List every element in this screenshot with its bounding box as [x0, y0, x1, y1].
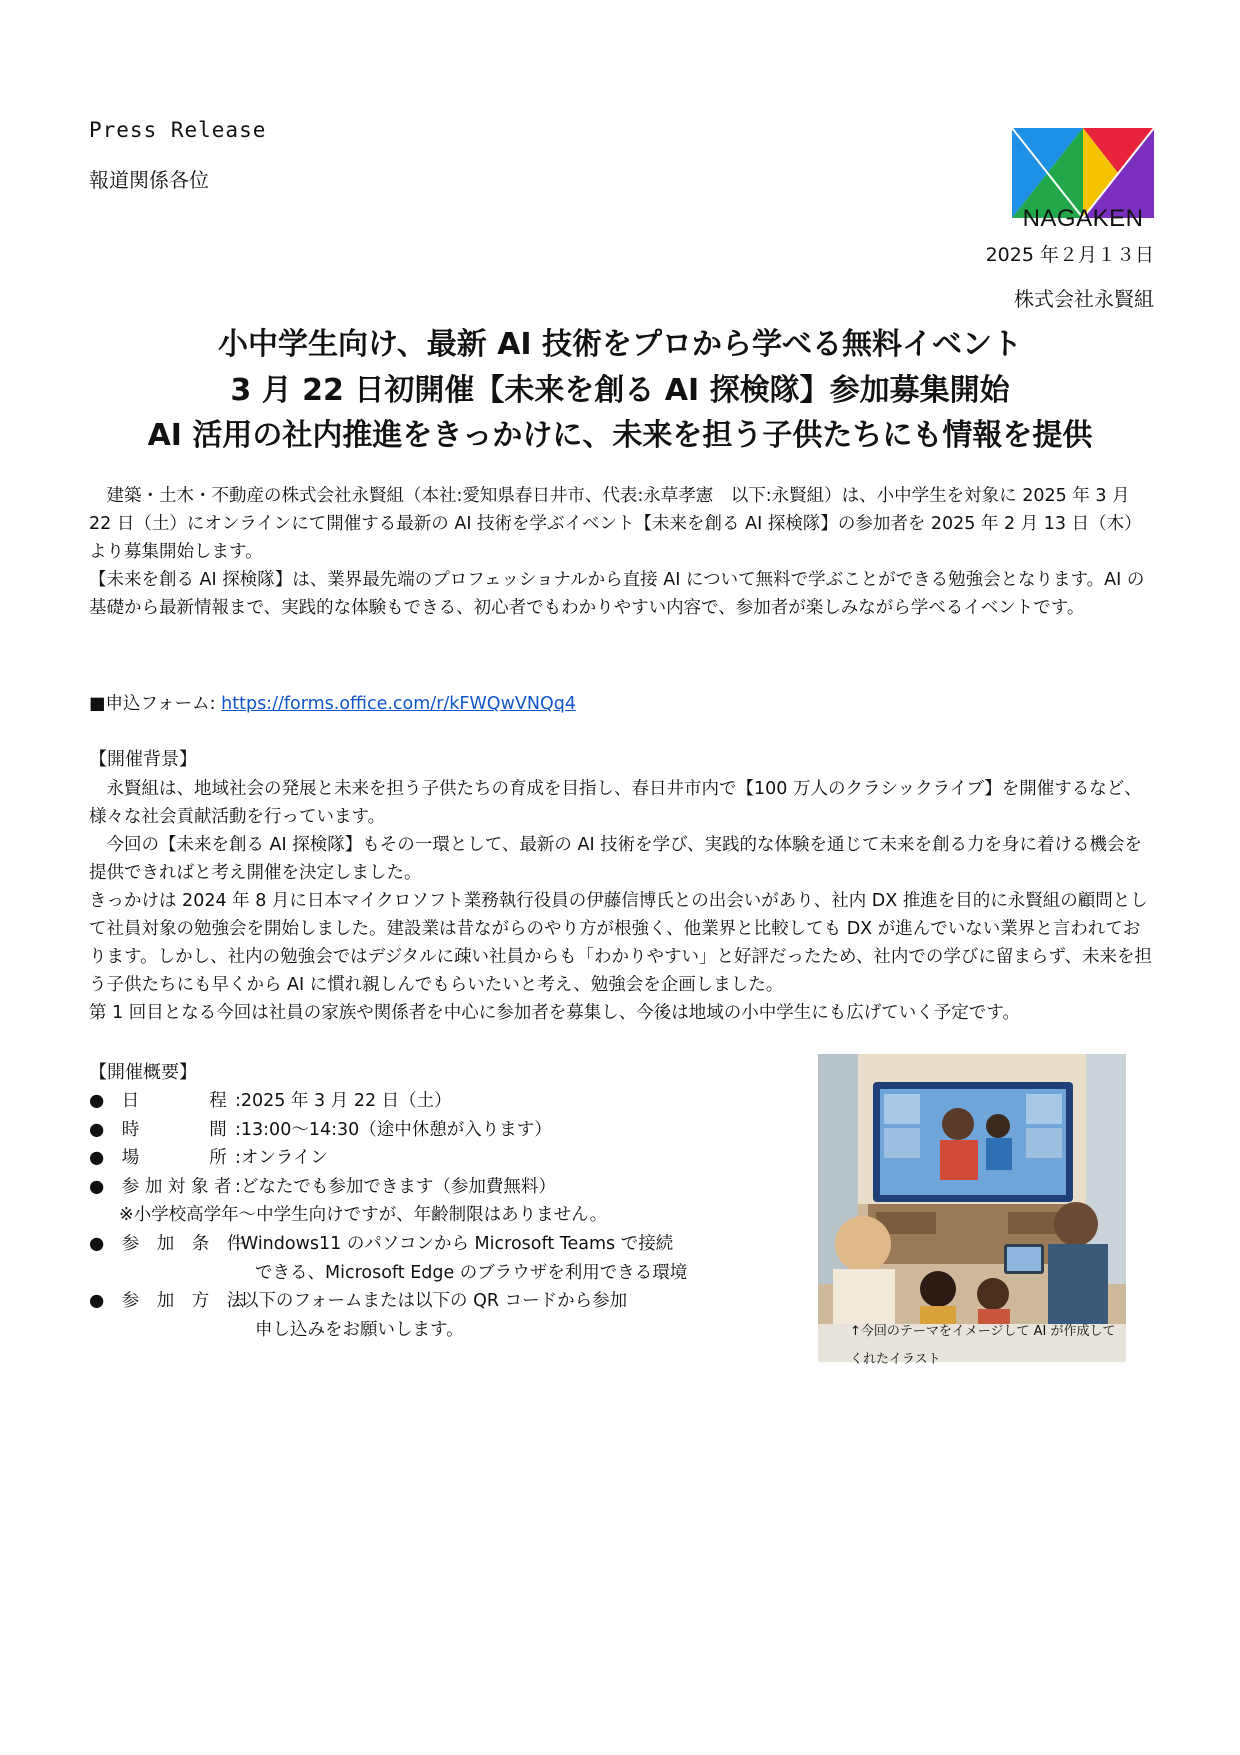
- headline-line-3: AI 活用の社内推進をきっかけに、未来を担う子供たちにも情報を提供: [147, 418, 1093, 453]
- overview-value: :オンライン: [235, 1148, 328, 1169]
- overview-heading: 【開催概要】: [89, 1062, 197, 1083]
- intro-section: [89, 482, 1157, 622]
- company-name: 株式会社永賢組: [1014, 287, 1154, 311]
- overview-key: ● 参 加 方 法: [89, 1291, 245, 1312]
- overview-item-place: [89, 1144, 687, 1173]
- recipients-label: 報道関係各位: [89, 168, 209, 192]
- overview-key: ● 場 所: [89, 1148, 227, 1169]
- overview-key: ● 日 程: [89, 1091, 227, 1111]
- image-caption: ↑今回のテーマをイメージして AI が作成してくれたイラスト: [850, 1324, 1116, 1367]
- background-paragraph-4: 第 1 回目となる今回は社員の家族や関係者を中心に参加者を募集し、今後は地域の小中学生にも広げていく予定です。: [89, 1003, 1020, 1023]
- ai-illustration-image: [818, 1054, 1126, 1362]
- intro-paragraph-2: 【未来を創る AI 探検隊】は、業界最先端のプロフェッショナルから直接 AI について無料で学ぶことができる勉強会となります。AI の基礎から最新情報まで、実践的な体験もできる、初心者でもわかりやすい内容で、参加者が楽しみながら学べるイベントです。: [89, 570, 1145, 618]
- overview-list: [89, 1087, 687, 1344]
- logo-wordmark: NAGAKEN: [1022, 205, 1144, 232]
- intro-paragraph-1: 建築・土木・不動産の株式会社永賢組（本社:愛知県春日井市、代表:永草孝憲 以下:永賢組）は、小中学生を対象に 2025 年 3 月 22 日（土）にオンラインにて開催する最新の AI 技術を学ぶイベント【未来を創る AI 探検隊】の参加者を 2025 年 2 月 13 日（木）より募集開始します。: [89, 486, 1142, 562]
- headline-line-1: 小中学生向け、最新 AI 技術をプロから学べる無料イベント: [217, 327, 1023, 362]
- form-link[interactable]: https://forms.office.com/r/kFWQwVNQq4: [221, 694, 576, 714]
- background-paragraph-1: 永賢組は、地域社会の発展と未来を担う子供たちの育成を目指し、春日井市内で【100 万人のクラシックライブ】を開催するなど、様々な社会貢献活動を行っています。: [89, 779, 1142, 827]
- adult-right: [1054, 1202, 1098, 1246]
- overview-key: ● 参 加 対 象 者: [89, 1176, 232, 1197]
- overview-value: :以下のフォームまたは以下の QR コードから参加: [235, 1291, 628, 1312]
- overview-key: ● 時 間: [89, 1119, 227, 1140]
- background-paragraph-3: きっかけは 2024 年 8 月に日本マイクロソフト業務執行役員の伊藤信博氏との出会いがあり、社内 DX 推進を目的に永賢組の顧問として社員対象の勉強会を開始しました。建設業は昔ながらのやり方が根強く、他業界と比較しても DX が進んでいない業界と言われております。しかし、社内の勉強会ではデジタルに疎い社員からも「わかりやすい」と好評だったため、社内での学びに留まらず、未来を担う子供たちにも早くから AI に慣れ親しんでもらいたいと考え、勉強会を企画しました。: [89, 891, 1152, 995]
- adult-left: [835, 1216, 891, 1272]
- overview-item-target: [89, 1173, 687, 1202]
- background-section: [89, 775, 1157, 1027]
- form-line: [89, 690, 1159, 718]
- overview-method-continued: 申し込みをお願いします。: [255, 1319, 464, 1340]
- release-date: 2025 年２月１３日: [985, 244, 1154, 266]
- overview-item-method: [89, 1287, 687, 1316]
- form-label: ■申込フォーム:: [89, 694, 216, 714]
- overview-note: ※小学校高学年～中学生向けですが、年齢制限はありません。: [119, 1205, 608, 1226]
- overview-conditions-continued: できる、Microsoft Edge のブラウザを利用できる環境: [255, 1262, 688, 1283]
- overview-key: ● 参 加 条 件: [89, 1233, 245, 1254]
- background-heading: 【開催背景】: [89, 749, 197, 770]
- overview-item-time: [89, 1116, 687, 1145]
- overview-value: :2025 年 3 月 22 日（土）: [235, 1091, 452, 1111]
- press-release-label: Press Release: [89, 118, 267, 142]
- overview-value: :Windows11 のパソコンから Microsoft Teams で接続: [235, 1233, 674, 1254]
- headline-line-2: 3 月 22 日初開催【未来を創る AI 探検隊】参加募集開始: [230, 373, 1010, 408]
- background-paragraph-2: 今回の【未来を創る AI 探検隊】もその一環として、最新の AI 技術を学び、実践的な体験を通じて未来を創る力を身に着ける機会を提供できればと考え開催を決定しました。: [89, 835, 1142, 883]
- overview-item-conditions: [89, 1230, 687, 1259]
- overview-value: :13:00～14:30（途中休憩が入ります）: [235, 1119, 552, 1140]
- overview-item-date: [89, 1087, 687, 1116]
- overview-value: :どなたでも参加できます（参加費無料）: [235, 1176, 556, 1197]
